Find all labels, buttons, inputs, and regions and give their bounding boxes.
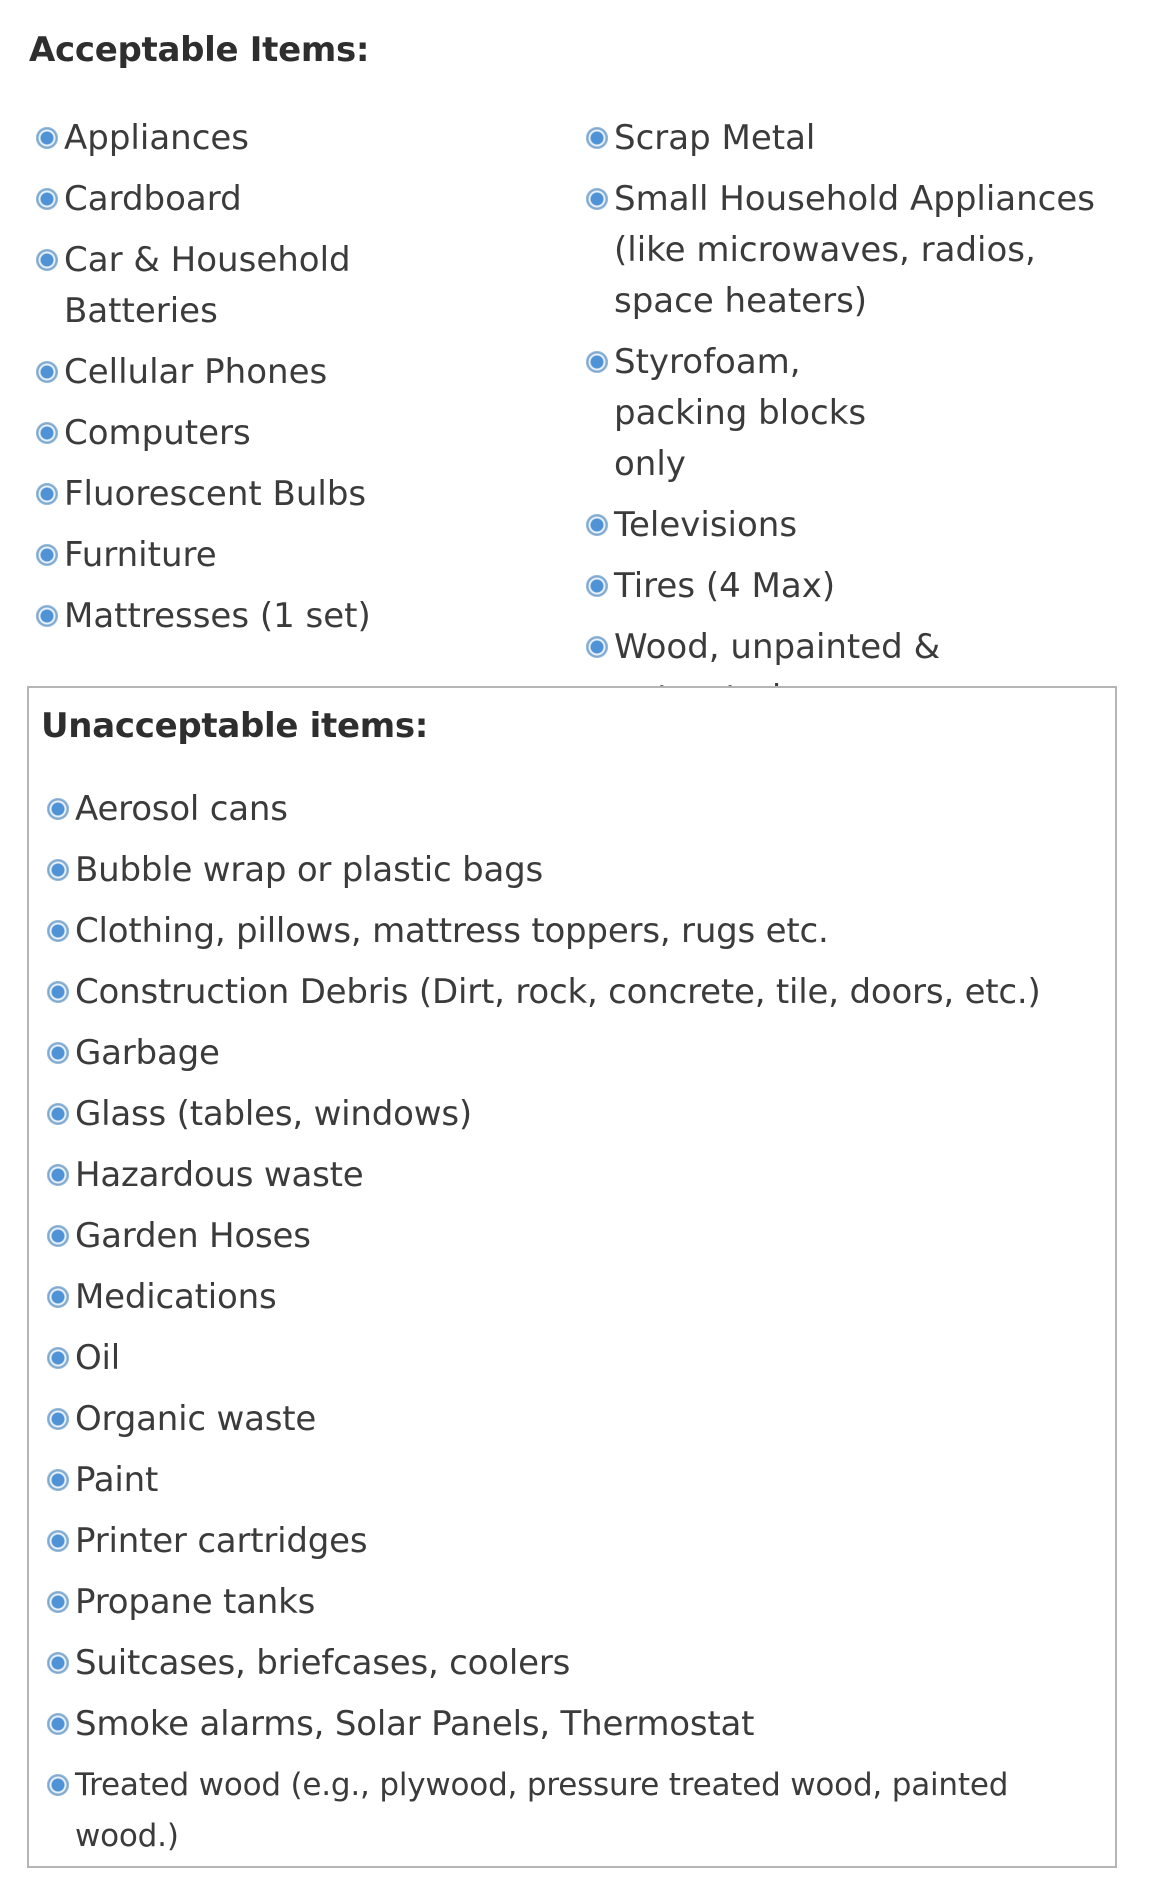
list-item: Computers: [36, 408, 586, 459]
radio-bullet-icon: [36, 605, 58, 627]
radio-bullet-icon: [36, 361, 58, 383]
acceptable-right-column: [586, 113, 1116, 734]
radio-bullet-icon: [586, 351, 608, 373]
unacceptable-items-box: [27, 686, 1117, 1868]
radio-bullet-icon: [47, 1408, 69, 1430]
acceptable-left-column: [36, 113, 586, 734]
list-item: Garden Hoses: [47, 1211, 1113, 1262]
list-item: Appliances: [36, 113, 586, 164]
list-item: Suitcases, briefcases, coolers: [47, 1638, 1113, 1689]
radio-bullet-icon: [47, 1225, 69, 1247]
list-item: Smoke alarms, Solar Panels, Thermostat: [47, 1699, 1113, 1750]
list-item: Medications: [47, 1272, 1113, 1323]
list-item: Paint: [47, 1455, 1113, 1506]
acceptable-items-grid: [36, 113, 1116, 734]
radio-bullet-icon: [47, 1469, 69, 1491]
radio-bullet-icon: [47, 1713, 69, 1735]
list-item: Clothing, pillows, mattress toppers, rugs etc.: [47, 906, 1113, 957]
list-item: Mattresses (1 set): [36, 591, 586, 642]
radio-bullet-icon: [47, 981, 69, 1003]
list-item: Garbage: [47, 1028, 1113, 1079]
unacceptable-items-heading: Unacceptable items:: [41, 706, 429, 746]
list-item: Propane tanks: [47, 1577, 1113, 1628]
acceptable-items-heading: Acceptable Items:: [29, 30, 370, 70]
radio-bullet-icon: [586, 127, 608, 149]
radio-bullet-icon: [47, 798, 69, 820]
radio-bullet-icon: [36, 127, 58, 149]
radio-bullet-icon: [586, 514, 608, 536]
radio-bullet-icon: [586, 636, 608, 658]
list-item: Wood, unpainted &: [586, 622, 1116, 724]
list-item: Small Household Appliances (like microwaves, radios, space heaters): [586, 174, 1116, 327]
list-item: Styrofoam, packing blocks only: [586, 337, 1116, 490]
radio-bullet-icon: [586, 188, 608, 210]
list-item: Cellular Phones: [36, 347, 586, 398]
radio-bullet-icon: [47, 1774, 69, 1796]
list-item: Cardboard: [36, 174, 586, 225]
list-item: Construction Debris (Dirt, rock, concrete, tile, doors, etc.): [47, 967, 1113, 1018]
radio-bullet-icon: [47, 1103, 69, 1125]
radio-bullet-icon: [36, 483, 58, 505]
list-item: Furniture: [36, 530, 586, 581]
radio-bullet-icon: [47, 1347, 69, 1369]
radio-bullet-icon: [47, 1042, 69, 1064]
list-item: Televisions: [586, 500, 1116, 551]
list-item: Printer cartridges: [47, 1516, 1113, 1567]
radio-bullet-icon: [47, 1164, 69, 1186]
radio-bullet-icon: [36, 249, 58, 271]
radio-bullet-icon: [47, 1286, 69, 1308]
list-item: Oil: [47, 1333, 1113, 1384]
radio-bullet-icon: [47, 859, 69, 881]
radio-bullet-icon: [36, 422, 58, 444]
radio-bullet-icon: [47, 1591, 69, 1613]
radio-bullet-icon: [47, 1652, 69, 1674]
list-item: Car & Household Batteries: [36, 235, 586, 337]
list-item: Treated wood (e.g., plywood, pressure treated wood, painted wood.): [47, 1760, 1113, 1862]
unacceptable-items-list: [47, 784, 1113, 1872]
list-item: Fluorescent Bulbs: [36, 469, 586, 520]
list-item: Scrap Metal: [586, 113, 1116, 164]
radio-bullet-icon: [36, 188, 58, 210]
list-item: Hazardous waste: [47, 1150, 1113, 1201]
radio-bullet-icon: [47, 920, 69, 942]
radio-bullet-icon: [47, 1530, 69, 1552]
radio-bullet-icon: [36, 544, 58, 566]
radio-bullet-icon: [586, 575, 608, 597]
list-item: Aerosol cans: [47, 784, 1113, 835]
list-item: Organic waste: [47, 1394, 1113, 1445]
list-item: Bubble wrap or plastic bags: [47, 845, 1113, 896]
list-item: Glass (tables, windows): [47, 1089, 1113, 1140]
list-item: Tires (4 Max): [586, 561, 1116, 612]
